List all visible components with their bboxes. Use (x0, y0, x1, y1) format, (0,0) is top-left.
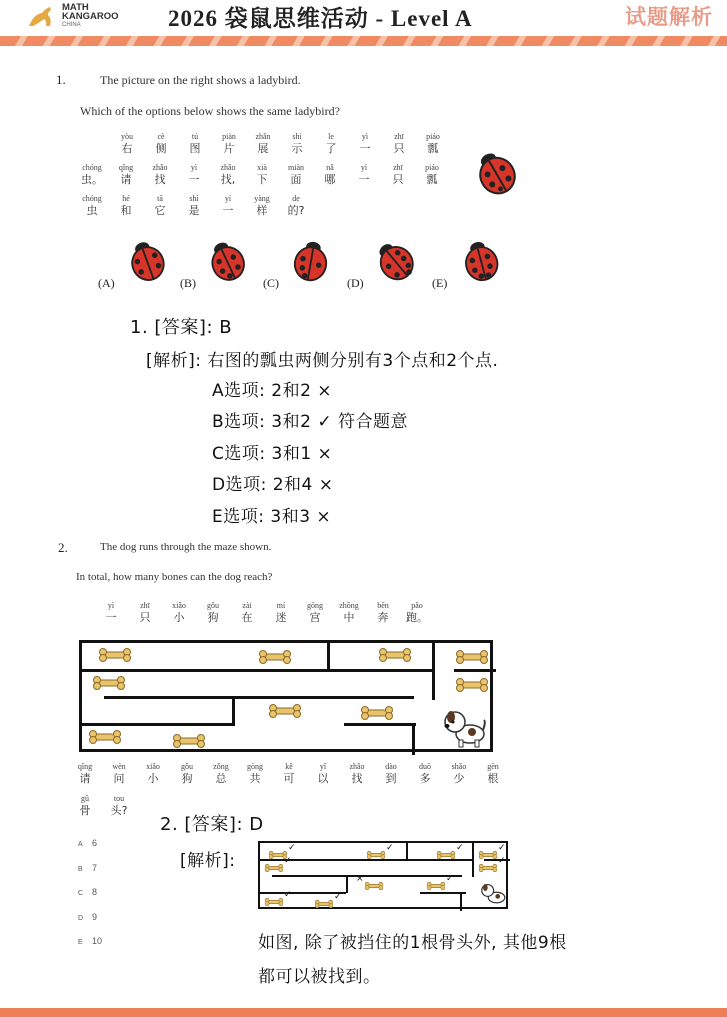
pinyin-cell (204, 762, 238, 785)
pinyin-cell (272, 762, 306, 785)
pinyin-text: yì (360, 163, 368, 172)
hanzi-text: 虫 (86, 204, 98, 217)
pinyin-text: piáo (426, 132, 440, 141)
hanzi-text: 了 (325, 142, 337, 155)
pinyin-text: miàn (288, 163, 304, 172)
q1-option-e-analysis: E选项: 3和3 × (212, 507, 332, 527)
bone-icon (364, 877, 384, 885)
pinyin-text: chóng (82, 194, 102, 203)
choice-value: 8 (92, 887, 98, 897)
pinyin-text: yì (190, 163, 198, 172)
bone-icon (88, 730, 122, 744)
footer-stripe (0, 1008, 727, 1017)
hanzi-text: 小 (173, 611, 185, 624)
pinyin-text: zhǎo (152, 163, 168, 172)
pinyin-cell (408, 762, 442, 785)
choice-value: 6 (92, 838, 98, 848)
pinyin-cell (109, 163, 143, 186)
bone-icon (436, 846, 456, 854)
q1-answer: 1. [答案]: B (130, 317, 233, 338)
pinyin-text: duō (419, 762, 431, 771)
hanzi-text: 请 (79, 772, 91, 785)
pinyin-cell (348, 132, 382, 155)
pinyin-cell (306, 762, 340, 785)
pinyin-cell (382, 132, 416, 155)
check-mark: ✓ (284, 890, 292, 900)
choice-letter: D (78, 914, 84, 922)
bone-icon (92, 676, 126, 690)
pinyin-text: chóng (82, 163, 102, 172)
q1-pinyin-line1 (110, 132, 450, 155)
pinyin-cell (340, 762, 374, 785)
q2-pinyin-line3 (68, 794, 136, 817)
pinyin-cell (366, 601, 400, 624)
pinyin-cell (177, 194, 211, 217)
pinyin-text: zhǎo (349, 762, 365, 771)
choice-letter: C (78, 890, 84, 897)
pinyin-text: pǎo (411, 601, 423, 610)
option-label: (C) (263, 276, 279, 290)
kangaroo-icon (26, 4, 56, 30)
hanzi-text: 在 (241, 611, 253, 624)
pinyin-cell (143, 194, 177, 217)
pinyin-cell (280, 132, 314, 155)
pinyin-text: wèn (112, 762, 126, 771)
section-tag: 试题解析 (625, 5, 713, 29)
q1-option-b-analysis: B选项: 3和2 ✓ 符合题意 (212, 412, 408, 432)
bone-icon (360, 706, 394, 720)
pinyin-cell (94, 601, 128, 624)
choice-value: 9 (92, 911, 98, 922)
pinyin-cell (144, 132, 178, 155)
pinyin-cell (110, 132, 144, 155)
pinyin-text: qǐng (118, 163, 134, 172)
pinyin-text: gōng (307, 601, 323, 610)
pinyin-text: xiǎo (146, 762, 160, 771)
pinyin-cell (178, 132, 212, 155)
answer-choice (78, 887, 97, 897)
pinyin-text: de (292, 194, 300, 203)
dog-image (442, 708, 486, 748)
pinyin-cell (374, 762, 408, 785)
logo-line2: KANGAROO (62, 11, 119, 22)
hanzi-text: 下 (256, 173, 268, 186)
hanzi-text: 只 (392, 173, 404, 186)
q1-line1: The picture on the right shows a ladybird. (100, 73, 301, 87)
pinyin-cell (211, 163, 245, 186)
pinyin-text: piáo (425, 163, 439, 172)
hanzi-text: 一 (359, 142, 371, 155)
q1-number: 1. (56, 72, 66, 87)
q2-number: 2. (58, 540, 68, 555)
pinyin-text: yì (361, 132, 369, 141)
check-mark: ✓ (284, 856, 292, 866)
pinyin-text: gǔ (81, 794, 89, 803)
choice-letter: E (78, 939, 83, 946)
pinyin-text: bēn (377, 601, 389, 610)
pinyin-text: zài (242, 601, 252, 610)
pinyin-cell (102, 794, 136, 817)
pinyin-text: yí (224, 194, 232, 203)
check-mark: ✓ (498, 856, 506, 866)
hanzi-text: 侧 (155, 142, 167, 155)
pinyin-text: shì (292, 132, 302, 141)
hanzi-text: 右 (121, 142, 133, 155)
logo-line3: CHINA (62, 22, 81, 28)
pinyin-text: nǎ (326, 163, 334, 172)
q2-line1: The dog runs through the maze shown. (100, 541, 272, 553)
hanzi-text: 瓢 (427, 142, 439, 155)
header-stripe (0, 36, 727, 46)
pinyin-cell (313, 163, 347, 186)
reference-ladybird-image (470, 148, 522, 198)
pinyin-cell (109, 194, 143, 217)
bone-icon (268, 704, 302, 718)
hanzi-text: 找, (220, 173, 236, 186)
hanzi-text: 哪 (324, 173, 336, 186)
hanzi-text: 可 (283, 772, 295, 785)
pinyin-cell (442, 762, 476, 785)
pinyin-text: zǒng (213, 762, 229, 771)
pinyin-text: le (328, 132, 334, 141)
pinyin-cell (400, 601, 434, 624)
q2-line2: In total, how many bones can the dog reach? (76, 571, 273, 583)
bone-icon (98, 648, 132, 662)
q1-pinyin-line2 (75, 163, 449, 186)
pinyin-cell (211, 194, 245, 217)
hanzi-text: 跑。 (406, 611, 428, 624)
q2-explanation-line2: 都可以被找到。 (258, 967, 381, 987)
hanzi-text: 瓢 (426, 173, 438, 186)
hanzi-text: 一 (188, 173, 200, 186)
logo-line1: MATH (62, 2, 89, 13)
pinyin-cell (196, 601, 230, 624)
q1-option-d-analysis: D选项: 2和4 × (212, 475, 334, 495)
bone-icon (264, 859, 284, 867)
pinyin-text: zhī (140, 601, 150, 610)
hanzi-text: 以 (317, 772, 329, 785)
option-label: (D) (347, 276, 364, 290)
hanzi-text: 奔 (377, 611, 389, 624)
pinyin-cell (102, 762, 136, 785)
choice-letter: B (78, 865, 83, 873)
ladybird-option-image (288, 238, 334, 284)
page-title: 2026 袋鼠思维活动 - Level A (168, 6, 473, 31)
hanzi-text: 宫 (309, 611, 321, 624)
hanzi-text: 一 (358, 173, 370, 186)
pinyin-cell (75, 194, 109, 217)
pinyin-cell (245, 194, 279, 217)
pinyin-cell (170, 762, 204, 785)
check-mark: ✓ (498, 843, 506, 853)
q1-pinyin-line3 (75, 194, 313, 217)
pinyin-text: yǐ (319, 762, 327, 771)
small-dog-image (480, 882, 506, 906)
hanzi-text: 面 (290, 173, 302, 186)
pinyin-cell (238, 762, 272, 785)
hanzi-text: 共 (249, 772, 261, 785)
q2-explanation-line1: 如图, 除了被挡住的1根骨头外, 其他9根 (258, 933, 567, 953)
pinyin-cell (298, 601, 332, 624)
pinyin-text: hé (122, 194, 130, 203)
pinyin-text: gǒu (181, 762, 193, 771)
pinyin-text: shǎo (451, 762, 467, 771)
hanzi-text: 展 (257, 142, 269, 155)
cross-mark: × (356, 874, 364, 884)
bone-icon (268, 846, 288, 854)
pinyin-cell (279, 163, 313, 186)
bone-icon (378, 648, 412, 662)
answer-choice (78, 936, 102, 946)
bone-icon (455, 678, 489, 692)
pinyin-cell (177, 163, 211, 186)
pinyin-cell (332, 601, 366, 624)
hanzi-text: 少 (453, 772, 465, 785)
pinyin-text: qǐng (77, 762, 93, 771)
hanzi-text: 虫。 (81, 173, 103, 186)
option-label: (B) (180, 276, 196, 290)
pinyin-cell (415, 163, 449, 186)
answer-choice (78, 912, 97, 922)
pinyin-text: zhōng (339, 601, 359, 610)
pinyin-text: gēn (487, 762, 499, 771)
pinyin-text: xiǎo (172, 601, 186, 610)
option-label: (A) (98, 276, 115, 290)
bone-icon (366, 846, 386, 854)
hanzi-text: 骨 (79, 804, 91, 817)
pinyin-cell (476, 762, 510, 785)
page-header (0, 0, 727, 36)
pinyin-cell (230, 601, 264, 624)
hanzi-text: 中 (343, 611, 355, 624)
q2-analysis-label: [解析]: (180, 851, 236, 871)
hanzi-text: 它 (154, 204, 166, 217)
math-kangaroo-logo (26, 2, 126, 32)
hanzi-text: 根 (487, 772, 499, 785)
bone-icon (426, 877, 446, 885)
pinyin-text: kě (285, 762, 293, 771)
pinyin-text: mí (276, 601, 286, 610)
pinyin-cell (143, 163, 177, 186)
check-mark: ✓ (456, 843, 464, 853)
check-mark: ✓ (288, 843, 296, 853)
ladybird-option-image (458, 238, 504, 284)
pinyin-text: xià (257, 163, 267, 172)
pinyin-cell (68, 762, 102, 785)
pinyin-cell (381, 163, 415, 186)
hanzi-text: 是 (188, 204, 200, 217)
answer-choice (78, 838, 97, 848)
option-label: (E) (432, 276, 448, 290)
ladybird-option-image (204, 238, 250, 284)
pinyin-text: zhī (394, 132, 404, 141)
check-mark: ✓ (334, 892, 342, 902)
q1-analysis: [解析]: 右图的瓢虫两侧分别有3个点和2个点. (146, 351, 499, 371)
q1-option-a-analysis: A选项: 2和2 × (212, 381, 333, 401)
pinyin-cell (245, 163, 279, 186)
q2-pinyin-line1 (94, 601, 434, 624)
pinyin-text: yòu (121, 132, 133, 141)
pinyin-text: yàng (254, 194, 270, 203)
bone-icon (264, 893, 284, 901)
hanzi-text: 迷 (275, 611, 287, 624)
pinyin-text: cè (157, 132, 165, 141)
pinyin-text: tú (191, 132, 199, 141)
pinyin-text: zhī (393, 163, 403, 172)
pinyin-text: tou (113, 794, 125, 803)
choice-value: 10 (92, 936, 103, 946)
hanzi-text: 片 (223, 142, 235, 155)
hanzi-text: 只 (393, 142, 405, 155)
pinyin-cell (314, 132, 348, 155)
q1-option-c-analysis: C选项: 3和1 × (212, 444, 333, 464)
answer-choice (78, 863, 97, 873)
pinyin-text: yì (107, 601, 115, 610)
check-mark: ✓ (446, 874, 454, 884)
logo-text (62, 3, 118, 30)
hanzi-text: 头? (110, 804, 128, 817)
hanzi-text: 一 (222, 204, 234, 217)
pinyin-cell (68, 794, 102, 817)
pinyin-cell (75, 163, 109, 186)
hanzi-text: 图 (189, 142, 201, 155)
hanzi-text: 样 (256, 204, 268, 217)
ladybird-option-image (124, 238, 170, 284)
bone-icon (258, 650, 292, 664)
pinyin-cell (136, 762, 170, 785)
hanzi-text: 狗 (207, 611, 219, 624)
hanzi-text: 到 (385, 772, 397, 785)
hanzi-text: 狗 (181, 772, 193, 785)
q2-pinyin-line2 (68, 762, 510, 785)
bone-icon (172, 734, 206, 748)
hanzi-text: 的? (287, 204, 305, 217)
pinyin-cell (212, 132, 246, 155)
hanzi-text: 请 (120, 173, 132, 186)
pinyin-text: gòng (247, 762, 263, 771)
pinyin-text: zhǎn (255, 132, 271, 141)
hanzi-text: 只 (139, 611, 151, 624)
choice-letter: A (78, 841, 83, 848)
bone-icon (455, 650, 489, 664)
pinyin-cell (128, 601, 162, 624)
hanzi-text: 找 (351, 772, 363, 785)
hanzi-text: 总 (215, 772, 227, 785)
pinyin-cell (246, 132, 280, 155)
hanzi-text: 示 (291, 142, 303, 155)
pinyin-cell (416, 132, 450, 155)
choice-value: 7 (92, 862, 98, 873)
bone-icon (478, 859, 498, 867)
bone-icon (314, 895, 334, 903)
q2-answer: 2. [答案]: D (160, 814, 264, 835)
pinyin-text: dào (385, 762, 397, 771)
pinyin-cell (264, 601, 298, 624)
hanzi-text: 一 (105, 611, 117, 624)
pinyin-cell (347, 163, 381, 186)
pinyin-text: gǒu (207, 601, 219, 610)
hanzi-text: 找 (154, 173, 166, 186)
pinyin-text: shì (189, 194, 199, 203)
pinyin-cell (279, 194, 313, 217)
hanzi-text: 小 (147, 772, 159, 785)
pinyin-text: zhǎo (220, 163, 236, 172)
hanzi-text: 问 (113, 772, 125, 785)
q1-line2: Which of the options below shows the same ladybird? (80, 104, 340, 118)
pinyin-text: tā (157, 194, 163, 203)
pinyin-text: piàn (222, 132, 236, 141)
hanzi-text: 和 (120, 204, 132, 217)
pinyin-cell (162, 601, 196, 624)
hanzi-text: 多 (419, 772, 431, 785)
bone-icon (478, 846, 498, 854)
check-mark: ✓ (386, 843, 394, 853)
ladybird-option-image (372, 238, 418, 284)
